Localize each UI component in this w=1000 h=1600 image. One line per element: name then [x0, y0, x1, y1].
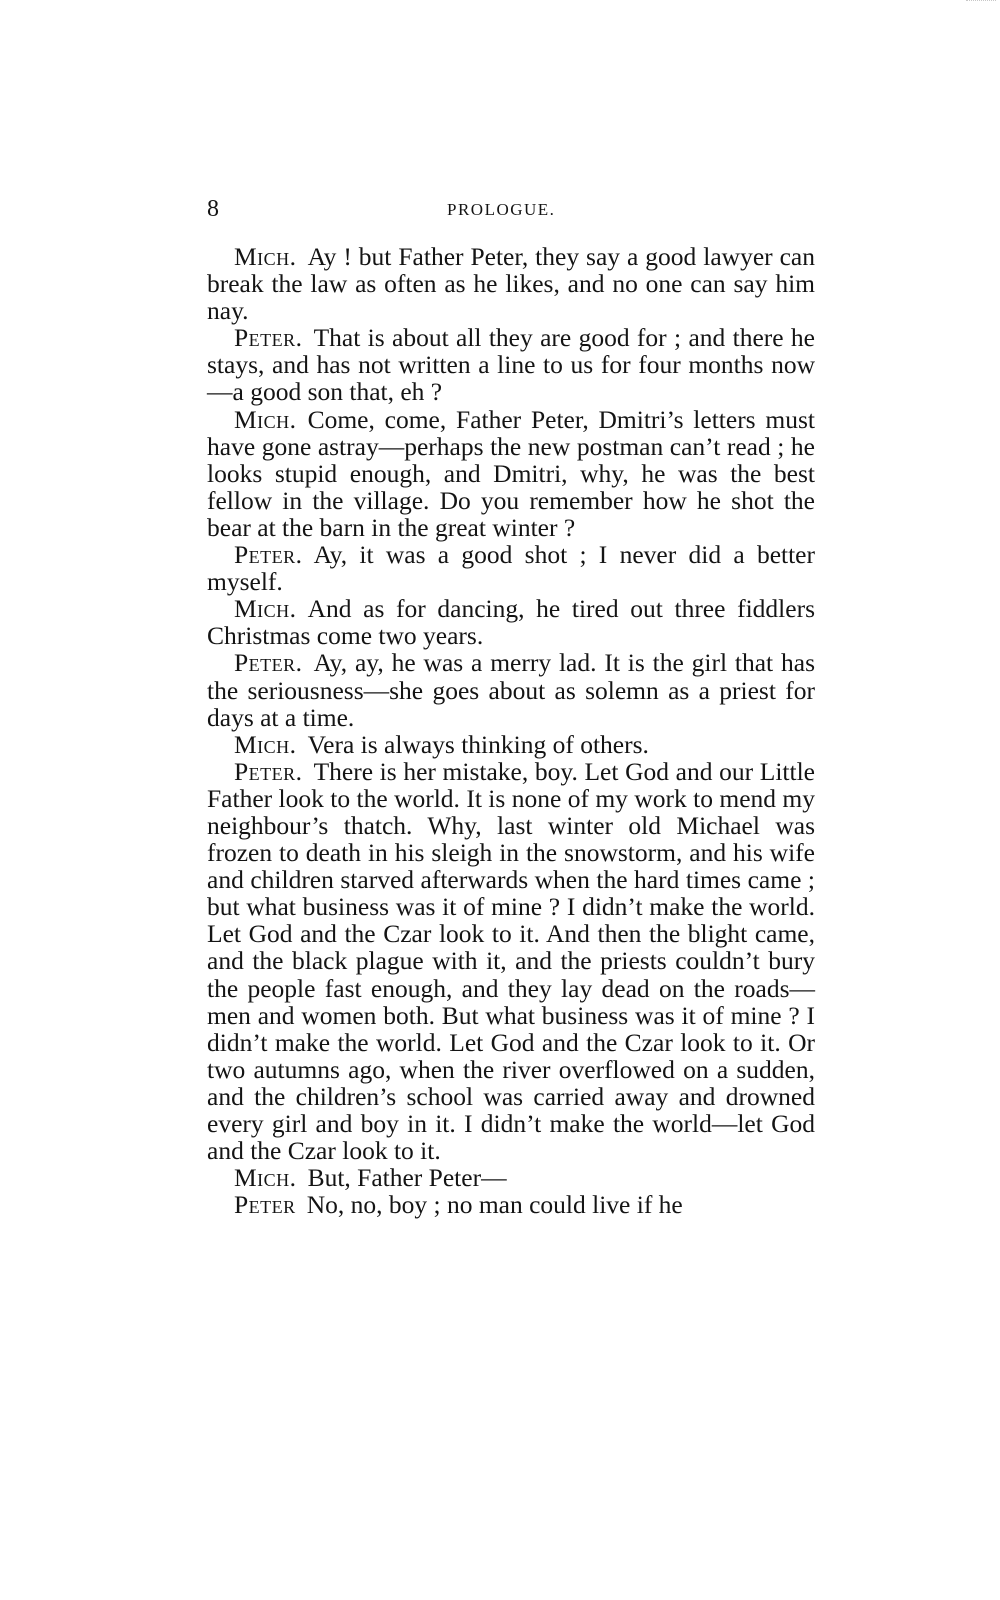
- speaker-name: Peter.: [234, 756, 303, 786]
- speech-paragraph: [207, 649, 815, 730]
- speaker-name: Peter: [234, 1190, 296, 1220]
- speech-text: Ay ! but Father Peter, they say a good lawyer can break the law as often as he likes, and no one can say him nay.: [207, 242, 815, 326]
- speech-text: No, no, boy ; no man could live if he: [306, 1190, 683, 1220]
- scan-edge-mark: [966, 0, 996, 3]
- speech-paragraph: [207, 731, 815, 758]
- speech-text: Ay, it was a good shot ; I never did a better myself.: [207, 540, 815, 597]
- speaker-name: Mich.: [234, 729, 297, 759]
- speech-paragraph: [207, 595, 815, 649]
- dialogue-body: [207, 243, 815, 1218]
- speech-paragraph: [207, 541, 815, 595]
- speech-text: And as for dancing, he tired out three fiddlers Christmas come two years.: [207, 594, 815, 651]
- speech-paragraph: [207, 406, 815, 541]
- speech-paragraph: [207, 324, 815, 405]
- speech-text: There is her mistake, boy. Let God and our Little Father look to the world. It is none of my work to mend my neighbour’s thatch. Why, last winter old Michael was frozen to death in his sleigh in the snowstorm, and his wife and children starved afterwards when the hard times came ; but what business was it of mine ? I didn’t make the world. Let God and the Czar look to it. And then the blight came, and the black plague with it, and the priests couldn’t bury the people fast enough, and they lay dead on the roads—men and women both. But what business was it of mine ? I didn’t make the world. Let God and the Czar look to it. Or two autumns ago, when the river overflowed on a sudden, and the children’s school was carried away and drowned every girl and boy in it. I didn’t make the world—let God and the Czar look to it.: [207, 756, 815, 1166]
- speaker-name: Mich.: [234, 1163, 297, 1193]
- page-number: 8: [207, 196, 219, 222]
- speaker-name: Mich.: [234, 242, 297, 271]
- speech-paragraph: [207, 758, 815, 1164]
- speaker-name: Peter.: [234, 540, 303, 570]
- speaker-name: Peter.: [234, 648, 303, 678]
- speaker-name: Peter.: [234, 323, 303, 353]
- speech-text: Ay, ay, he was a merry lad. It is the girl that has the seriousness—she goes about as solemn as a priest for days at a time.: [207, 648, 815, 732]
- speech-text: But, Father Peter—: [307, 1163, 507, 1193]
- speech-paragraph: [207, 1164, 815, 1191]
- speech-paragraph: [207, 1191, 815, 1218]
- speech-text: Come, come, Father Peter, Dmitri’s letters must have gone astray—perhaps the new postman can’t read ; he looks stupid enough, and Dmitri, why, he was the best fellow in the village. Do you remember how he shot the bear at the barn in the great winter ?: [207, 404, 815, 542]
- running-head: PROLOGUE.: [447, 200, 556, 219]
- speech-paragraph: [207, 243, 815, 324]
- speaker-name: Mich.: [234, 594, 297, 624]
- speech-text: Vera is always thinking of others.: [307, 729, 649, 759]
- speaker-name: Mich.: [234, 404, 297, 434]
- speech-text: That is about all they are good for ; and there he stays, and has not written a line to us for four months now—a good son that, eh ?: [207, 323, 815, 407]
